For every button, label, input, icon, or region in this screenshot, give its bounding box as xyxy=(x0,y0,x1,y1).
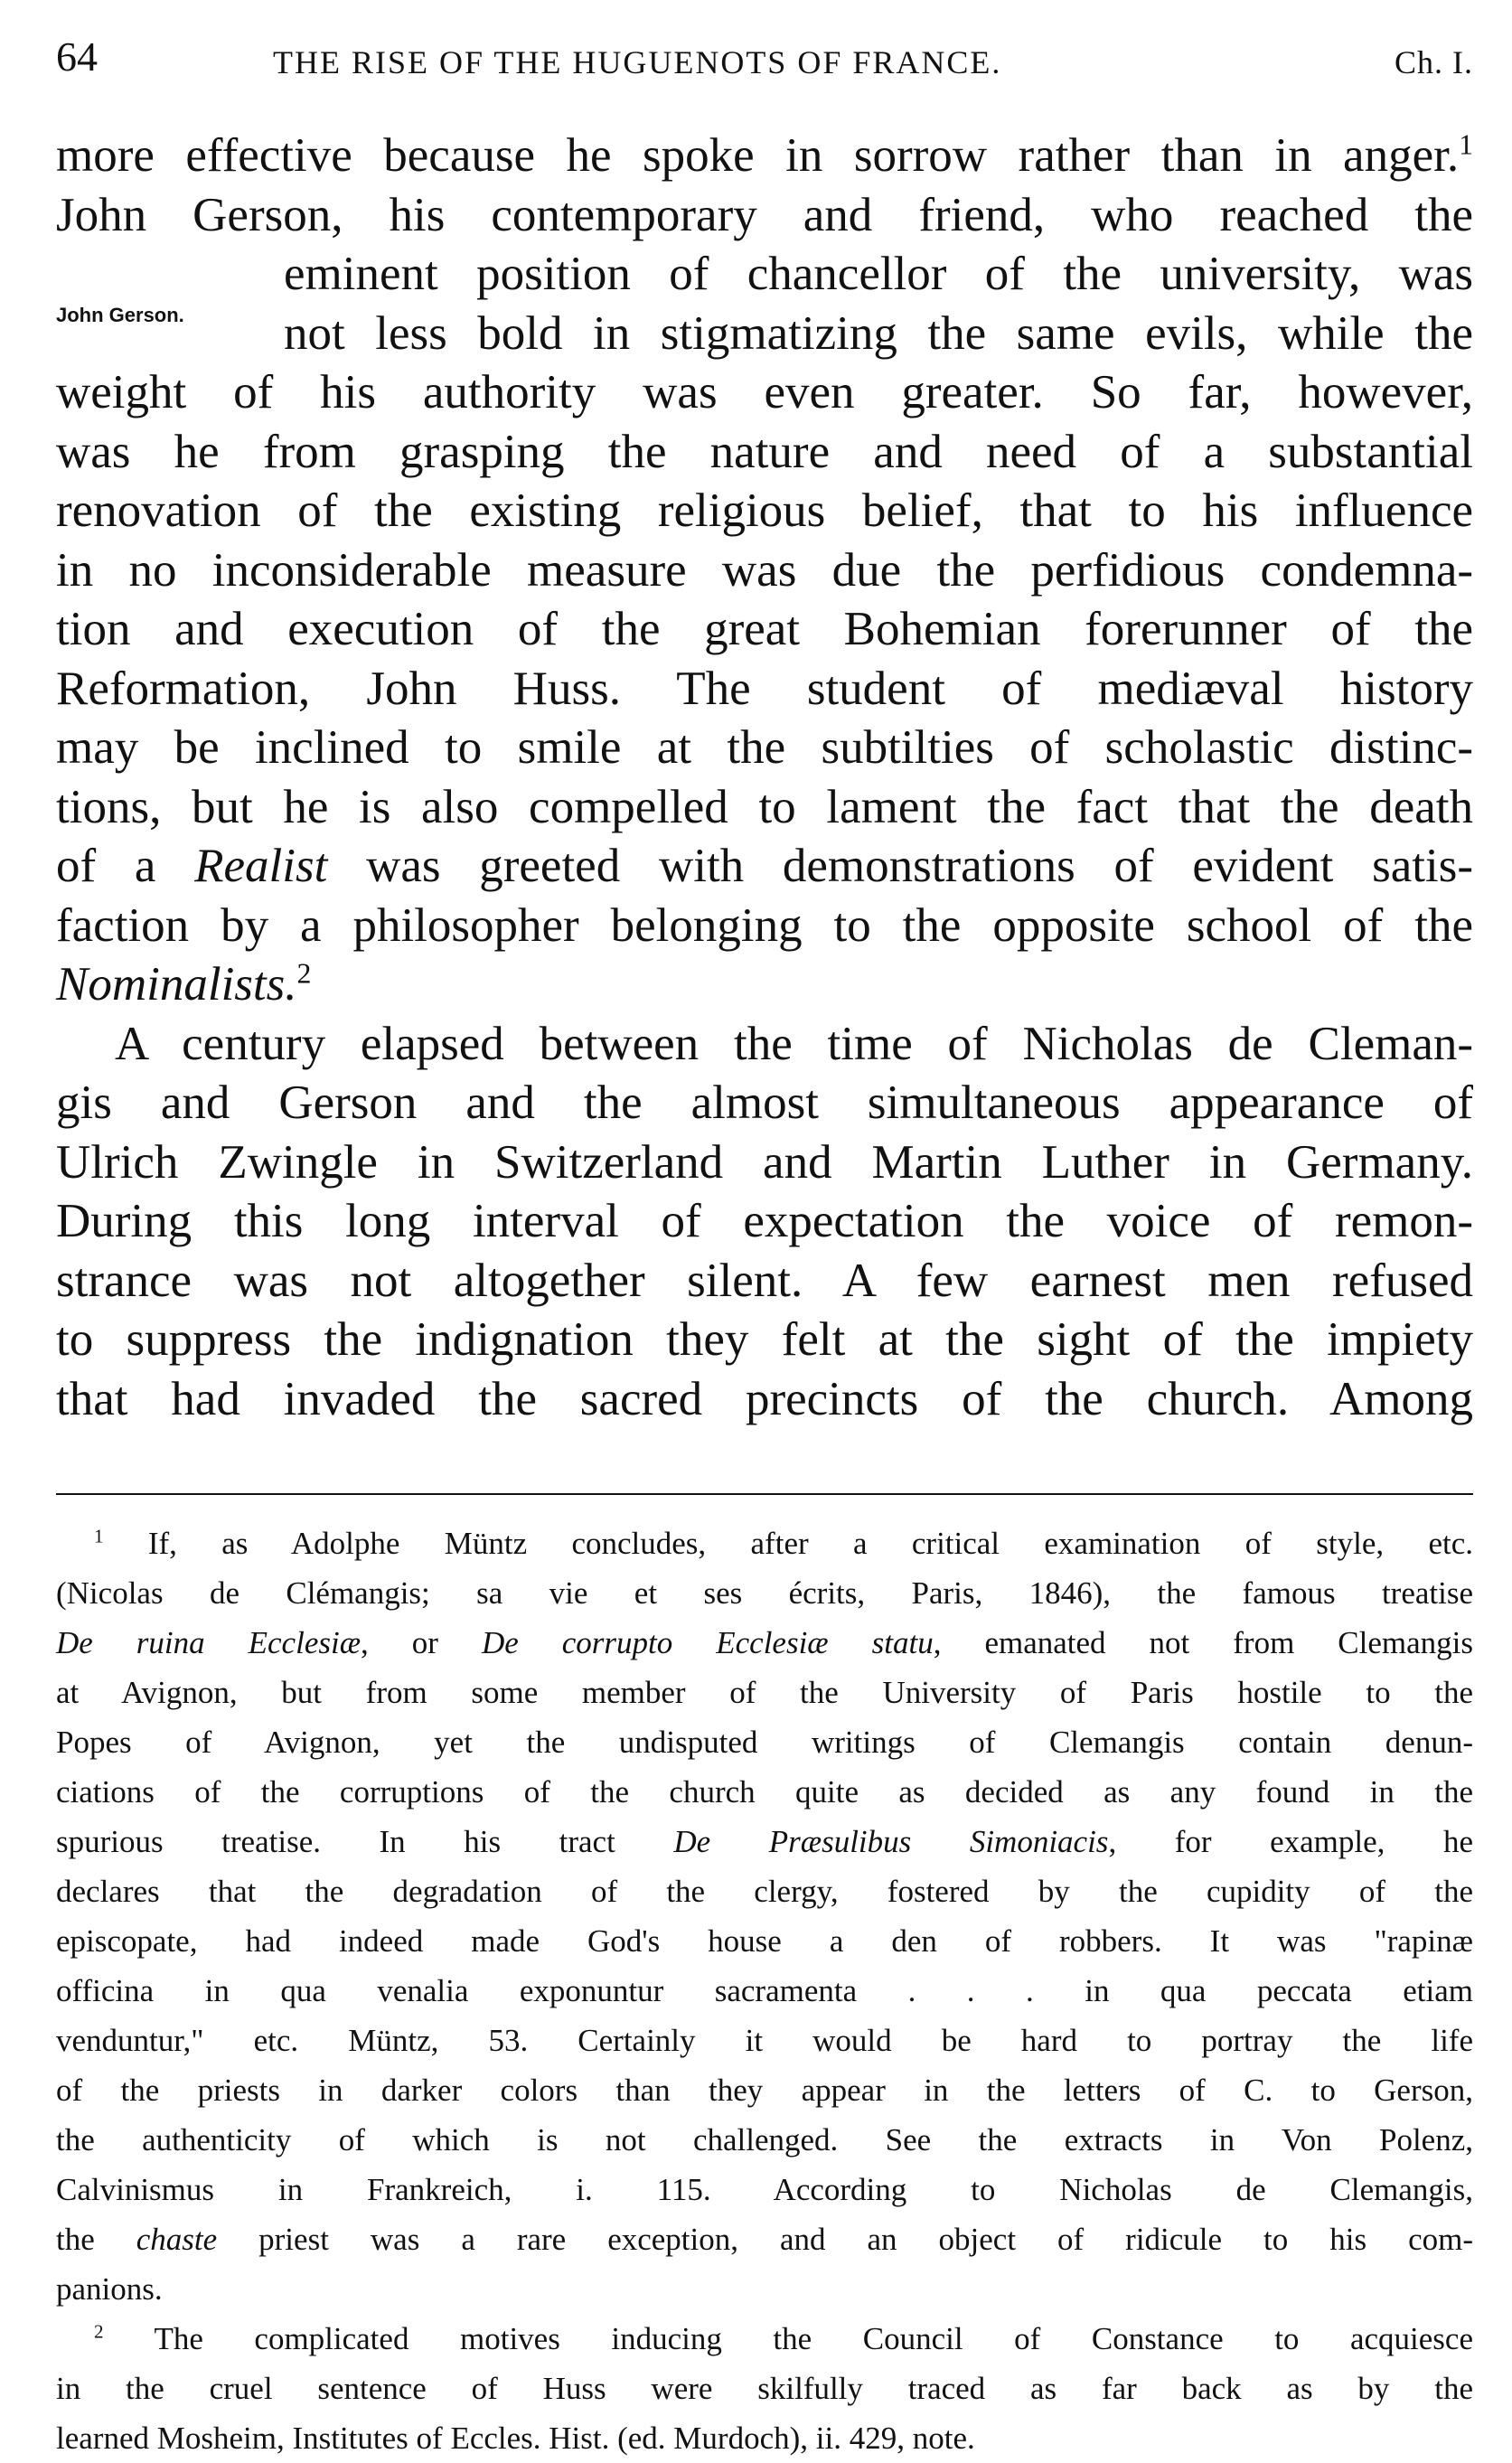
text-line: in no inconsiderable measure was due the perfidious condemna- xyxy=(56,543,1473,597)
footnote-line: episcopate, had indeed made God's house a den of robbers. It was "rapinæ xyxy=(56,1923,1473,1959)
text-line: A century elapsed between the time of Nicholas de Cleman- xyxy=(115,1017,1473,1070)
footnote-divider xyxy=(56,1493,1473,1495)
footnote-line: spurious treatise. In his tract De Præsulibus Simoniacis, for example, he xyxy=(56,1824,1473,1859)
footnote-line: learned Mosheim, Institutes of Eccles. Hist. (ed. Murdoch), ii. 429, note. xyxy=(56,2421,975,2456)
footnote-line: $^1$ If, as Adolphe Müntz concludes, after a critical examination of style, etc. xyxy=(94,1525,1473,1561)
text-line: Ulrich Zwingle in Switzerland and Martin Luther in Germany. xyxy=(56,1135,1473,1189)
text-line xyxy=(56,955,1473,1015)
footnote-line: Popes of Avignon, yet the undisputed writings of Clemangis contain denun- xyxy=(56,1725,1473,1760)
chapter-label: Ch. I. xyxy=(1395,44,1473,80)
text-line: strance was not altogether silent. A few earnest men refused xyxy=(56,1254,1473,1307)
text-line: may be inclined to smile at the subtilties of scholastic distinc- xyxy=(56,721,1473,774)
text-line: faction by a philosopher belonging to the opposite school of the xyxy=(56,898,1473,952)
text-line: that had invaded the sacred precincts of the church. Among xyxy=(56,1372,1473,1425)
text-line: John Gerson, his contemporary and friend, who reached the xyxy=(56,188,1473,241)
running-title: THE RISE OF THE HUGUENOTS OF FRANCE. xyxy=(273,44,1002,80)
text-line: renovation of the existing religious belief, that to his influence xyxy=(56,484,1473,537)
text-line: not less bold in stigmatizing the same evils, while the xyxy=(284,306,1473,360)
margin-note: John Gerson. xyxy=(56,304,184,326)
body-text xyxy=(56,127,1473,1429)
text-line: tions, but he is also compelled to lament the fact that the death xyxy=(56,780,1473,833)
footnote-line: (Nicolas de Clémangis; sa vie et ses écrits, Paris, 1846), the famous treatise xyxy=(56,1575,1473,1611)
footnote-line: at Avignon, but from some member of the University of Paris hostile to the xyxy=(56,1675,1473,1710)
footnotes xyxy=(56,1518,1473,2463)
footnote-ref: 1 xyxy=(1459,128,1473,161)
footnote-line: De ruina Ecclesiæ, or De corrupto Ecclesiæ statu, emanated not from Clemangis xyxy=(56,1625,1473,1660)
footnote-line: Calvinismus in Frankreich, i. 115. According to Nicholas de Clemangis, xyxy=(56,2172,1473,2207)
footnote-line: panions. xyxy=(56,2271,163,2307)
text-line: weight of his authority was even greater. So far, however, xyxy=(56,366,1473,418)
footnote-line: in the cruel sentence of Huss were skilfully traced as far back as by the xyxy=(56,2371,1473,2406)
footnote-line: officina in qua venalia exponuntur sacramenta . . . in qua peccata etiam xyxy=(56,1973,1473,2008)
text-line: tion and execution of the great Bohemian forerunner of the xyxy=(56,603,1473,655)
text-line: Reformation, John Huss. The student of mediæval history xyxy=(56,662,1473,715)
text-line: to suppress the indignation they felt at the sight of the impiety xyxy=(56,1313,1473,1366)
italic-term: Realist xyxy=(194,840,328,892)
footnote-line: the chaste priest was a rare exception, and an object of ridicule to his com- xyxy=(56,2222,1473,2257)
footnote-line: of the priests in darker colors than they appear in the letters of C. to Gerson, xyxy=(56,2073,1473,2108)
footnote-line: ciations of the corruptions of the church quite as decided as any found in the xyxy=(56,1774,1473,1810)
text-line: of a Realist was greeted with demonstrations of evident satis- xyxy=(56,840,1473,892)
footnote-line: the authenticity of which is not challenged. See the extracts in Von Polenz, xyxy=(56,2122,1473,2157)
book-page xyxy=(56,27,1473,2456)
footnote-marker: 2 xyxy=(94,2320,104,2343)
footnote-marker: 1 xyxy=(94,1525,104,1547)
running-header xyxy=(56,27,1473,85)
text-line: gis and Gerson and the almost simultaneous appearance of xyxy=(56,1076,1473,1129)
page-number: 64 xyxy=(56,33,98,80)
text-line: eminent position of chancellor of the university, was xyxy=(284,248,1473,300)
footnote-ref: 2 xyxy=(296,957,312,990)
footnote-line: declares that the degradation of the clergy, fostered by the cupidity of the xyxy=(56,1874,1473,1909)
text-line: more effective because he spoke in sorrow rather than in anger.$^1$ xyxy=(56,128,1473,182)
text-line: was he from grasping the nature and need of a substantial xyxy=(56,425,1473,478)
footnote-line: $^2$ The complicated motives inducing the Council of Constance to acquiesce xyxy=(94,2320,1473,2356)
text-line: During this long interval of expectation the voice of remon- xyxy=(56,1195,1473,1247)
italic-term: Nominalists. xyxy=(56,958,297,1011)
footnote-line: venduntur," etc. Müntz, 53. Certainly it would be hard to portray the life xyxy=(56,2023,1473,2058)
